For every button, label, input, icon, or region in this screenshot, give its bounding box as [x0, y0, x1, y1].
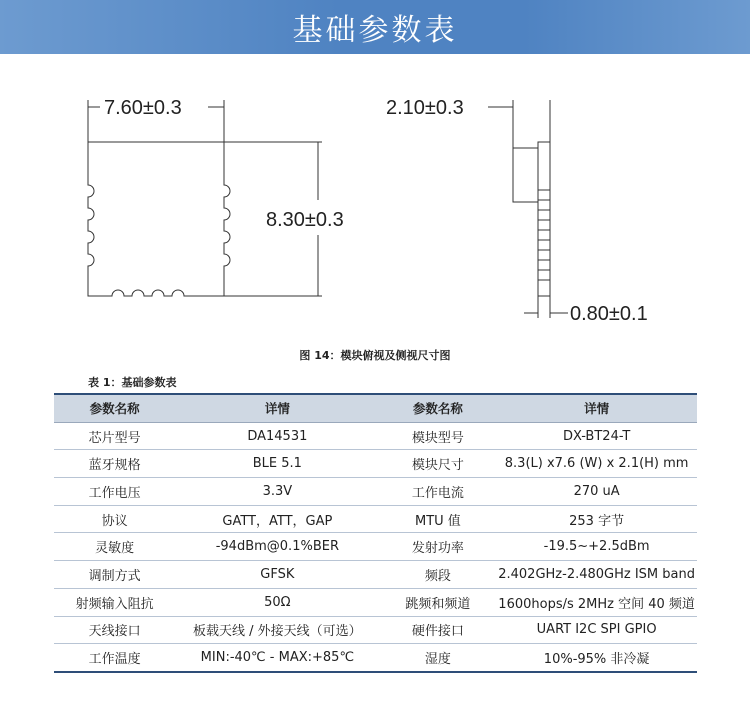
- table-row: [54, 422, 697, 450]
- param-name: 芯片型号: [54, 422, 175, 450]
- param-name: 灵敏度: [54, 533, 175, 561]
- table-row: [54, 616, 697, 644]
- table-row: [54, 450, 697, 478]
- param-value: MIN:-40℃ - MAX:+85℃: [175, 644, 379, 672]
- param-name: 模块尺寸: [380, 450, 497, 478]
- param-value: 253 字节: [496, 505, 697, 533]
- param-name: 蓝牙规格: [54, 450, 175, 478]
- param-name: 调制方式: [54, 561, 175, 589]
- header-param-name: 参数名称: [54, 394, 175, 422]
- param-value: 1600hops/s 2MHz 空间 40 频道: [496, 588, 697, 616]
- param-value: GFSK: [175, 561, 379, 589]
- param-name: 模块型号: [380, 422, 497, 450]
- module-side-body: [538, 142, 550, 296]
- param-value: 8.3(L) x7.6 (W) x 2.1(H) mm: [496, 450, 697, 478]
- module-top-view: [88, 142, 230, 296]
- param-value: GATT，ATT，GAP: [175, 505, 379, 533]
- param-name: 工作温度: [54, 644, 175, 672]
- header-detail: 详情: [175, 394, 379, 422]
- table-row: [54, 561, 697, 589]
- param-name: 硬件接口: [380, 616, 497, 644]
- side-thickness-dim: 2.10±0.3: [386, 97, 464, 119]
- param-name: 发射功率: [380, 533, 497, 561]
- param-value: 270 uA: [496, 478, 697, 506]
- param-value: -94dBm@0.1%BER: [175, 533, 379, 561]
- param-value: DX-BT24-T: [496, 422, 697, 450]
- table-row: [54, 505, 697, 533]
- param-name: MTU 值: [380, 505, 497, 533]
- module-side-shield: [513, 148, 538, 202]
- param-value: BLE 5.1: [175, 450, 379, 478]
- param-value: DA14531: [175, 422, 379, 450]
- param-value: 50Ω: [175, 588, 379, 616]
- top-height-dim: 8.30±0.3: [266, 209, 344, 231]
- page-title: 基础参数表: [292, 13, 458, 48]
- table-header-row: [54, 394, 697, 422]
- param-value: 板载天线 / 外接天线（可选）: [175, 616, 379, 644]
- table-title: 表 1：基础参数表: [88, 376, 177, 389]
- param-value: 10%-95% 非冷凝: [496, 644, 697, 672]
- table-row: [54, 533, 697, 561]
- param-name: 工作电压: [54, 478, 175, 506]
- param-value: -19.5~+2.5dBm: [496, 533, 697, 561]
- param-name: 湿度: [380, 644, 497, 672]
- param-name: 跳频和频道: [380, 588, 497, 616]
- parameter-table: [54, 393, 697, 673]
- header-param-name: 参数名称: [380, 394, 497, 422]
- dimension-drawing: [0, 60, 750, 340]
- figure-caption: 图 14：模块俯视及侧视尺寸图: [299, 349, 451, 362]
- table-row: [54, 644, 697, 672]
- param-value: UART I2C SPI GPIO: [496, 616, 697, 644]
- table-row: [54, 478, 697, 506]
- param-name: 频段: [380, 561, 497, 589]
- table-row: [54, 588, 697, 616]
- param-value: 2.402GHz-2.480GHz ISM band: [496, 561, 697, 589]
- page-banner: [0, 0, 750, 54]
- param-name: 天线接口: [54, 616, 175, 644]
- param-name: 协议: [54, 505, 175, 533]
- header-detail: 详情: [496, 394, 697, 422]
- param-name: 工作电流: [380, 478, 497, 506]
- param-name: 射频输入阻抗: [54, 588, 175, 616]
- param-value: 3.3V: [175, 478, 379, 506]
- side-pin-dim: 0.80±0.1: [570, 303, 648, 325]
- top-width-dim: 7.60±0.3: [104, 97, 182, 119]
